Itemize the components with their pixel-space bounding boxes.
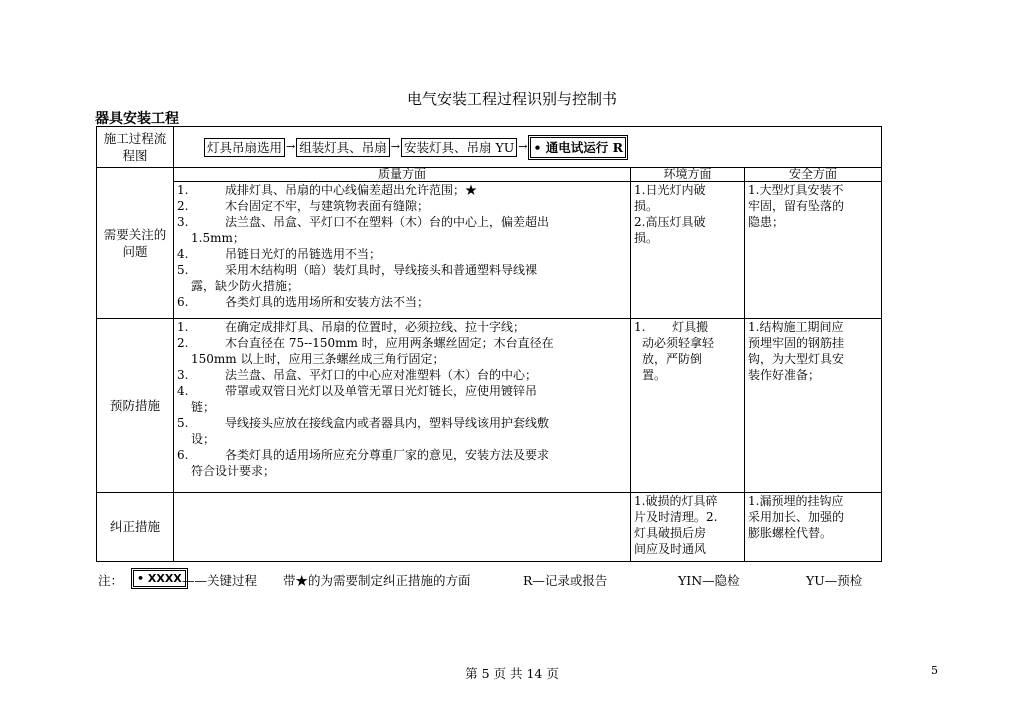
quality-header: 质量方面 bbox=[174, 168, 631, 182]
flow-chart bbox=[174, 127, 882, 168]
control-table bbox=[96, 126, 882, 562]
list-item: 1. 成排灯具、吊扇的中心线偏差超出允许范围；★ bbox=[177, 183, 478, 197]
list-item: 6. 各类灯具的选用场所和安装方法不当； bbox=[177, 295, 430, 309]
list-item: 3. 法兰盘、吊盒、平灯口不在塑料（木）台的中心上，偏差超出 bbox=[177, 215, 550, 229]
flow-step: 组装灯具、吊扇 bbox=[296, 138, 390, 157]
prevent-quality bbox=[174, 319, 631, 493]
note-r: R—记录或报告 bbox=[523, 573, 608, 588]
env-header: 环境方面 bbox=[631, 168, 745, 182]
issues-safety: 1.大型灯具安装不 牢固，留有坠落的 隐患； bbox=[745, 182, 882, 319]
list-item: 5. 采用木结构明（暗）装灯具时，导线接头和普通塑料导线裸 bbox=[177, 263, 538, 277]
correct-row bbox=[97, 493, 882, 562]
issues-label: 需要关注的问题 bbox=[97, 168, 174, 319]
list-item-cont: 150mm 以上时，应用三条螺丝成三角行固定； bbox=[191, 352, 445, 366]
prevent-env: 1. 灯具搬 动必须轻拿轻 放，严防倒 置。 bbox=[631, 319, 745, 493]
list-item: 4. 带罩或双管日光灯以及单管无罩日光灯链长，应使用镀锌吊 bbox=[177, 384, 538, 398]
flow-step-key: • 通电试运行 R bbox=[528, 135, 628, 160]
prevent-safety: 1.结构施工期间应 预埋牢固的钢筋挂 钩，为大型灯具安 装作好准备； bbox=[745, 319, 882, 493]
prevent-label: 预防措施 bbox=[97, 319, 174, 493]
safety-header: 安全方面 bbox=[745, 168, 882, 182]
note-key-box: • XXXX bbox=[131, 568, 188, 589]
flow-step: 安装灯具、吊扇 YU bbox=[401, 138, 517, 157]
flow-step: 灯具吊扇选用 bbox=[204, 138, 285, 157]
note-yu: YU—预检 bbox=[806, 573, 863, 588]
list-item-cont: 符合设计要求； bbox=[191, 464, 276, 478]
list-item: 3. 法兰盘、吊盒、平灯口的中心应对准塑料（木）台的中心； bbox=[177, 368, 538, 382]
note-yin: YIN—隐检 bbox=[678, 573, 740, 588]
page-number: 5 bbox=[931, 664, 938, 677]
list-item: 5. 导线接头应放在接线盒内或者器具内，塑料导线该用护套线敷 bbox=[177, 416, 550, 430]
issues-row bbox=[97, 182, 882, 319]
list-item: 6. 各类灯具的适用场所应充分尊重厂家的意见，安装方法及要求 bbox=[177, 448, 550, 462]
flow-arrow: → bbox=[286, 140, 296, 153]
issues-quality bbox=[174, 182, 631, 319]
note-star: 带★的为需要制定纠正措施的方面 bbox=[283, 573, 471, 588]
page-footer: 第 5 页 共 14 页 bbox=[465, 666, 559, 681]
list-item: 4. 吊链日光灯的吊链选用不当； bbox=[177, 247, 382, 261]
flow-row bbox=[97, 127, 882, 168]
flow-arrow: → bbox=[390, 140, 400, 153]
correct-env: 1.破损的灯具碎 片及时清理。2. 灯具破损后房 间应及时通风 bbox=[631, 493, 745, 562]
correct-quality bbox=[174, 493, 631, 562]
flow-arrow: → bbox=[518, 140, 528, 153]
list-item: 1. 在确定成排灯具、吊扇的位置时，必须拉线、拉十字线； bbox=[177, 320, 526, 334]
issues-env: 1.日光灯内破 损。 2.高压灯具破 损。 bbox=[631, 182, 745, 319]
header-row bbox=[97, 168, 882, 182]
section-title: 器具安装工程 bbox=[95, 111, 179, 127]
list-item-cont: 露，缺少防火措施； bbox=[191, 279, 300, 293]
correct-label: 纠正措施 bbox=[97, 493, 174, 562]
prevent-row bbox=[97, 319, 882, 493]
note-key: ——关键过程 bbox=[182, 573, 258, 588]
list-item-cont: 链； bbox=[191, 400, 216, 414]
list-item: 2. 木台直径在 75--150mm 时，应用两条螺丝固定；木台直径在 bbox=[177, 336, 554, 350]
list-item: 2. 木台固定不牢，与建筑物表面有缝隙； bbox=[177, 199, 430, 213]
document-title: 电气安装工程过程识别与控制书 bbox=[406, 90, 617, 108]
note-prefix: 注： bbox=[98, 573, 124, 588]
flow-label: 施工过程流程图 bbox=[97, 127, 174, 168]
list-item-cont: 设； bbox=[191, 432, 216, 446]
list-item-cont: 1.5mm； bbox=[191, 231, 245, 245]
correct-safety: 1.漏预埋的挂钩应 采用加长、加强的 膨胀螺栓代替。 bbox=[745, 493, 882, 562]
